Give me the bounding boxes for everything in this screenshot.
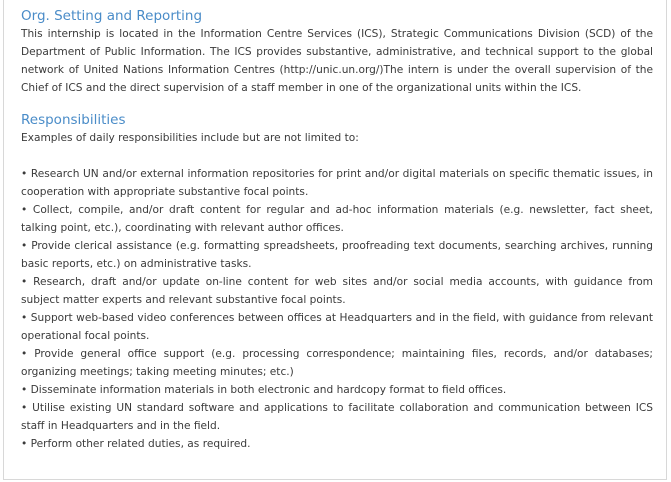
list-item: • Support web-based video conferences between offices at Headquarters and in the field, with guidance from relevant operational focal points.: [21, 309, 653, 345]
list-item: • Utilise existing UN standard software and applications to facilitate collaboration and communication between ICS staff in Headquarters and in the field.: [21, 399, 653, 435]
responsibilities-list: [21, 165, 653, 453]
job-description-panel: [3, 0, 667, 480]
responsibilities-section: [21, 111, 653, 453]
list-item: • Research, draft and/or update on-line content for web sites and/or social media accounts, with guidance from subject matter experts and relevant substantive focal points.: [21, 273, 653, 309]
list-item: • Disseminate information materials in both electronic and hardcopy format to field offices.: [21, 381, 653, 399]
list-item: • Provide general office support (e.g. processing correspondence; maintaining files, records, and/or databases; organizing meetings; taking meeting minutes; etc.): [21, 345, 653, 381]
list-item: • Perform other related duties, as required.: [21, 435, 653, 453]
org-setting-heading: Org. Setting and Reporting: [21, 8, 203, 24]
org-setting-paragraph: This internship is located in the Information Centre Services (ICS), Strategic Communications Division (SCD) of the Department of Public Information. The ICS provides substantive, administrative, and technical support to the global network of United Nations Information Centres (http://unic.un.org/)The intern is under the overall supervision of the Chief of ICS and the direct supervision of a staff member in one of the organizational units within the ICS.: [21, 28, 653, 94]
responsibilities-intro: Examples of daily responsibilities include but are not limited to:: [21, 132, 359, 144]
job-description-content: [21, 7, 653, 453]
list-item: • Provide clerical assistance (e.g. formatting spreadsheets, proofreading text documents, searching archives, running basic reports, etc.) on administrative tasks.: [21, 237, 653, 273]
list-item: • Research UN and/or external information repositories for print and/or digital materials on specific thematic issues, in cooperation with appropriate substantive focal points.: [21, 165, 653, 201]
list-item: • Collect, compile, and/or draft content for regular and ad-hoc information materials (e.g. newsletter, fact sheet, talking point, etc.), coordinating with relevant author offices.: [21, 201, 653, 237]
responsibilities-heading: Responsibilities: [21, 112, 126, 128]
